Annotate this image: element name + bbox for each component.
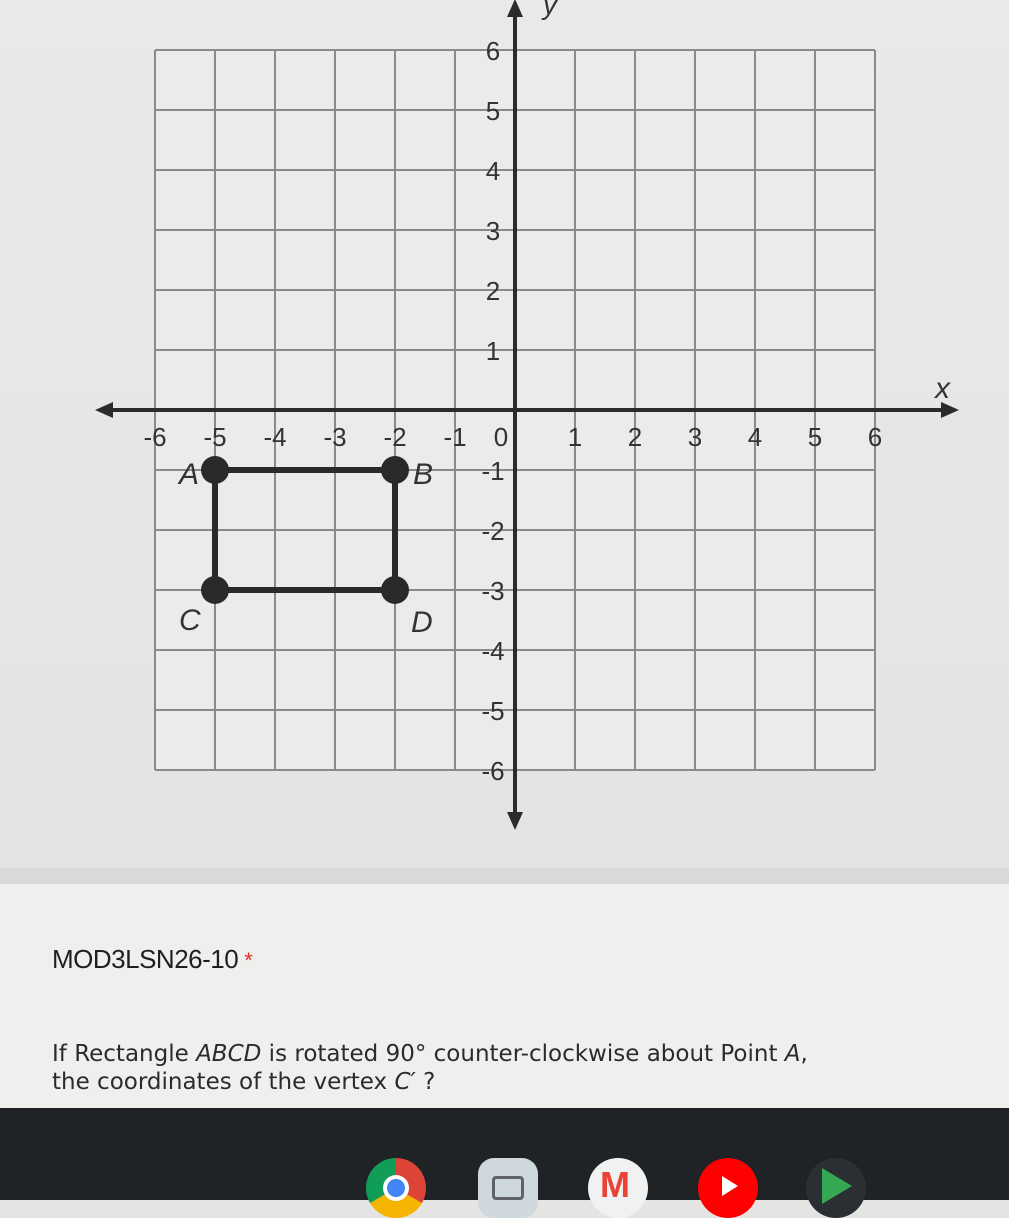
- prompt-line-2: the coordinates of the vertex: [52, 1069, 395, 1095]
- x-tick-label: 3: [687, 422, 703, 452]
- youtube-icon[interactable]: [698, 1158, 758, 1218]
- y-tick-label: -3: [481, 576, 505, 606]
- question-title: [52, 944, 252, 975]
- prompt-point: A: [784, 1041, 801, 1067]
- chrome-icon[interactable]: [366, 1158, 426, 1218]
- vertex-label-b: B: [413, 458, 434, 491]
- y-tick-label: 1: [485, 336, 501, 366]
- question-id-label: MOD3LSN26-10: [52, 944, 239, 974]
- prompt-part-1: If Rectangle: [52, 1041, 197, 1067]
- y-tick-label: -1: [481, 456, 505, 486]
- vertex-label-a: A: [179, 458, 200, 491]
- x-axis-label: x: [935, 372, 950, 405]
- x-tick-label: 5: [807, 422, 823, 452]
- x-tick-label: 1: [567, 422, 583, 452]
- y-tick-label: -2: [481, 516, 505, 546]
- x-tick-label: 2: [627, 422, 643, 452]
- x-tick-label: 6: [867, 422, 883, 452]
- section-divider: [0, 868, 1009, 884]
- prompt-part-3: ,: [800, 1041, 808, 1067]
- question-prompt: [52, 1040, 1002, 1096]
- y-axis-arrow-down: [507, 812, 523, 830]
- y-tick-label: -6: [481, 756, 505, 786]
- x-axis-arrow-left: [95, 402, 113, 418]
- y-tick-label: -5: [481, 696, 505, 726]
- y-tick-label: 6: [485, 36, 501, 66]
- prompt-part-2: is rotated 90° counter-clockwise about Point: [261, 1041, 785, 1067]
- x-tick-label: -4: [263, 422, 287, 452]
- x-tick-label: -5: [203, 422, 227, 452]
- vertex-point-b: [381, 456, 409, 484]
- taskbar: [0, 1108, 1009, 1205]
- vertex-label-d: D: [411, 606, 433, 639]
- y-tick-label: -4: [481, 636, 505, 666]
- vertex-point-a: [201, 456, 229, 484]
- gmail-icon[interactable]: M: [588, 1158, 648, 1218]
- play-store-icon[interactable]: [806, 1158, 866, 1218]
- y-tick-label: 3: [485, 216, 501, 246]
- prompt-vertex: C′: [394, 1069, 416, 1095]
- x-tick-label: -6: [143, 422, 167, 452]
- y-tick-label: 2: [485, 276, 501, 306]
- x-tick-label: -3: [323, 422, 347, 452]
- x-tick-label: 0: [493, 422, 509, 452]
- question-card: [0, 884, 1009, 1108]
- y-tick-label: 4: [485, 156, 501, 186]
- prompt-end: ?: [415, 1069, 436, 1095]
- required-marker: *: [244, 948, 253, 973]
- vertex-point-c: [201, 576, 229, 604]
- y-tick-label: 5: [485, 96, 501, 126]
- vertex-point-d: [381, 576, 409, 604]
- x-tick-label: -2: [383, 422, 407, 452]
- y-axis-label: y: [543, 0, 557, 20]
- x-tick-label: -1: [443, 422, 467, 452]
- vertex-label-c: C: [179, 604, 201, 637]
- prompt-shape: ABCD: [196, 1041, 262, 1067]
- files-icon[interactable]: [478, 1158, 538, 1218]
- x-tick-label: 4: [747, 422, 763, 452]
- y-axis-arrow-up: [507, 0, 523, 17]
